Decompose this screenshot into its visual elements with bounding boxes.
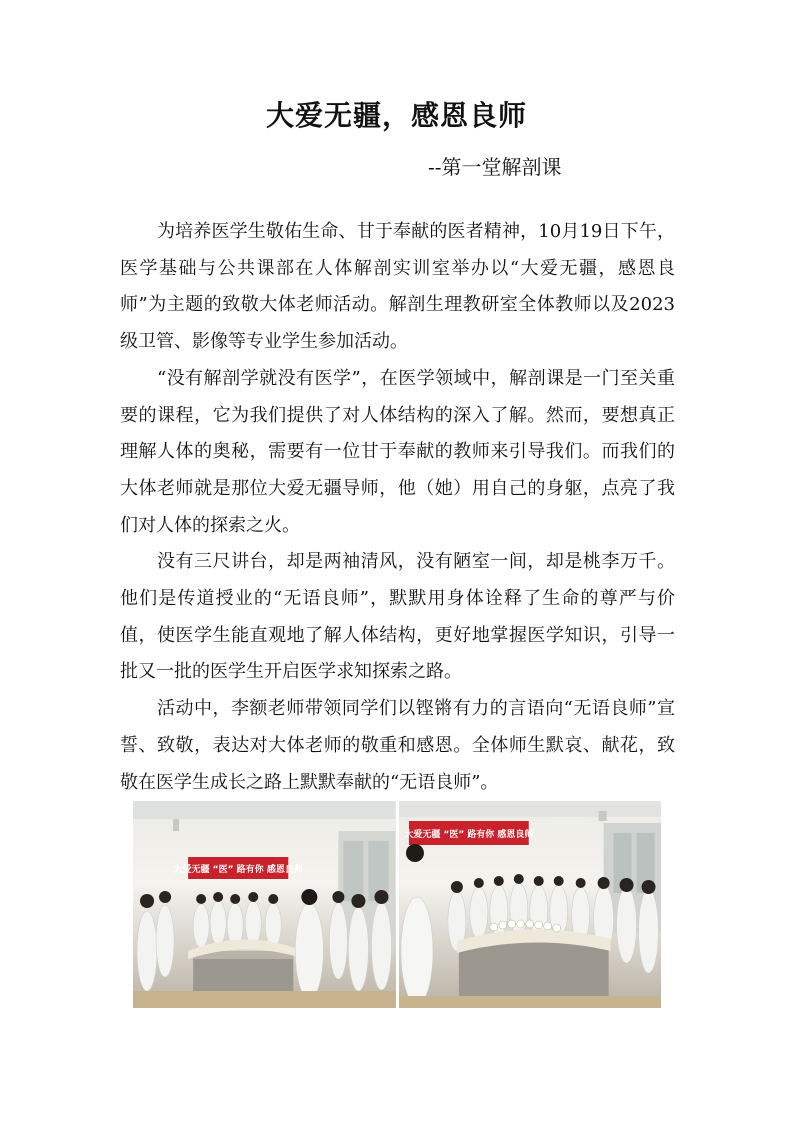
paragraph-1: 为培养医学生敬佑生命、甘于奉献的医者精神，10月19日下午，医学基础与公共课部在人体解剖实训室举办以“大爱无疆，感恩良师”为主题的致敬大体老师活动。解剖生理教研室全体教师以及2023级卫管、影像等专业学生参加活动。 [120,221,675,353]
paragraph-4: 活动中，李额老师带领同学们以铿锵有力的言语向“无语良师”宣誓、致敬，表达对大体老师的敬重和感恩。全体师生默哀、献花，致敬在医学生成长之路上默默奉献的“无语良师”。 [120,698,675,793]
article-title: 大爱无疆，感恩良师 [265,99,527,132]
photo-left-illustration [133,801,396,1008]
photo-left-oath [133,801,396,1008]
photo-right-flowers [399,801,662,1008]
banner-right-text: 大爱无疆 “医” 路有你 感恩良师 [403,829,533,841]
paragraph-3: 没有三尺讲台，却是两袖清风，没有陋室一间，却是桃李万千。他们是传道授业的“无语良师”，默默用身体诠释了生命的尊严与价值，使医学生能直观地了解人体结构，更好地掌握医学知识，引导一批又一批的医学生开启医学求知探索之路。 [120,551,675,683]
article-body [120,214,675,801]
photo-right-illustration [399,801,662,1008]
paragraph-2: “没有解剖学就没有医学”，在医学领域中，解剖课是一门至关重要的课程，它为我们提供了对人体结构的深入了解。然而，要想真正理解人体的奥秘，需要有一位甘于奉献的教师来引导我们。而我们的大体老师就是那位大爱无疆导师，他（她）用自己的身躯，点亮了我们对人体的探索之火。 [120,367,675,536]
banner-left-text: 大爱无疆 “医” 路有你 感恩良师 [173,865,303,875]
article-subtitle: --第一堂解剖课 [428,155,562,179]
activity-photos [133,801,661,1008]
